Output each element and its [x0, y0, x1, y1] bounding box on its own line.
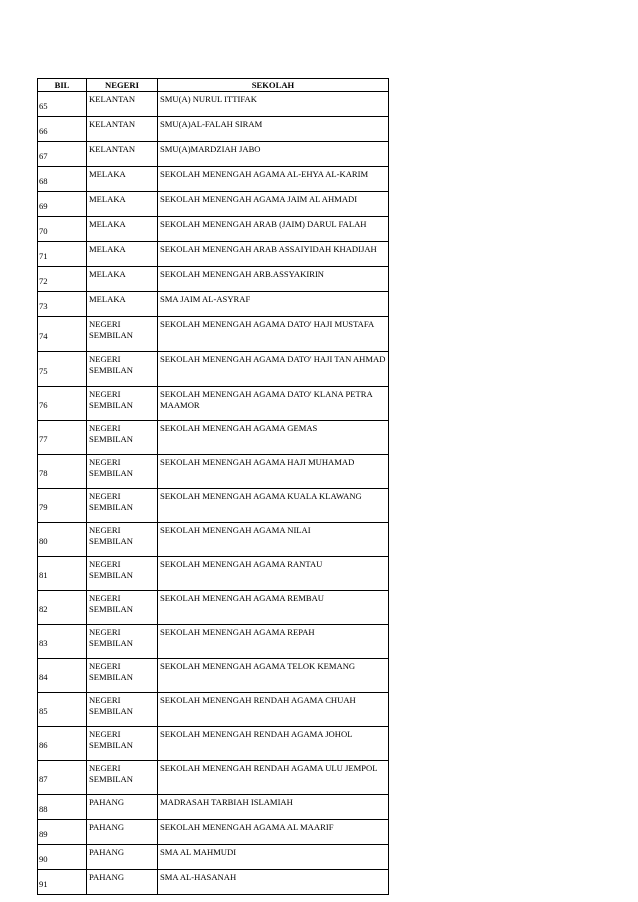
- table-row: [38, 845, 389, 870]
- negeri-cell: NEGERI SEMBILAN: [87, 421, 158, 455]
- negeri-cell: PAHANG: [87, 820, 158, 845]
- negeri-cell: NEGERI SEMBILAN: [87, 387, 158, 421]
- sekolah-cell: SEKOLAH MENENGAH ARAB (JAIM) DARUL FALAH: [158, 217, 389, 242]
- bil-cell: 75: [38, 352, 87, 387]
- bil-cell: 69: [38, 192, 87, 217]
- sekolah-cell: SEKOLAH MENENGAH AGAMA REMBAU: [158, 591, 389, 625]
- table-row: [38, 625, 389, 659]
- bil-cell: 66: [38, 117, 87, 142]
- negeri-cell: NEGERI SEMBILAN: [87, 557, 158, 591]
- negeri-cell: PAHANG: [87, 845, 158, 870]
- bil-cell: 90: [38, 845, 87, 870]
- table-row: [38, 870, 389, 895]
- negeri-cell: NEGERI SEMBILAN: [87, 455, 158, 489]
- sekolah-cell: SEKOLAH MENENGAH AGAMA JAIM AL AHMADI: [158, 192, 389, 217]
- sekolah-cell: SEKOLAH MENENGAH RENDAH AGAMA ULU JEMPOL: [158, 761, 389, 795]
- header-sekolah: SEKOLAH: [158, 79, 389, 92]
- sekolah-cell: SEKOLAH MENENGAH ARB.ASSYAKIRIN: [158, 267, 389, 292]
- sekolah-cell: SEKOLAH MENENGAH ARAB ASSAIYIDAH KHADIJAH: [158, 242, 389, 267]
- sekolah-cell: SEKOLAH MENENGAH AGAMA RANTAU: [158, 557, 389, 591]
- negeri-cell: MELAKA: [87, 242, 158, 267]
- negeri-cell: NEGERI SEMBILAN: [87, 625, 158, 659]
- bil-cell: 88: [38, 795, 87, 820]
- negeri-cell: MELAKA: [87, 167, 158, 192]
- bil-cell: 74: [38, 317, 87, 352]
- bil-cell: 87: [38, 761, 87, 795]
- bil-cell: 91: [38, 870, 87, 895]
- sekolah-cell: SEKOLAH MENENGAH AGAMA TELOK KEMANG: [158, 659, 389, 693]
- table-row: [38, 242, 389, 267]
- bil-cell: 65: [38, 92, 87, 117]
- sekolah-cell: SMA AL MAHMUDI: [158, 845, 389, 870]
- sekolah-cell: SEKOLAH MENENGAH AGAMA DATO' HAJI MUSTAFA: [158, 317, 389, 352]
- header-negeri: NEGERI: [87, 79, 158, 92]
- bil-cell: 76: [38, 387, 87, 421]
- bil-cell: 68: [38, 167, 87, 192]
- sekolah-cell: SEKOLAH MENENGAH AGAMA HAJI MUHAMAD: [158, 455, 389, 489]
- sekolah-cell: SEKOLAH MENENGAH AGAMA AL MAARIF: [158, 820, 389, 845]
- bil-cell: 80: [38, 523, 87, 557]
- table-row: [38, 167, 389, 192]
- negeri-cell: KELANTAN: [87, 142, 158, 167]
- sekolah-cell: SEKOLAH MENENGAH RENDAH AGAMA CHUAH: [158, 693, 389, 727]
- sekolah-cell: SEKOLAH MENENGAH RENDAH AGAMA JOHOL: [158, 727, 389, 761]
- table-row: [38, 693, 389, 727]
- bil-cell: 82: [38, 591, 87, 625]
- table-row: [38, 523, 389, 557]
- bil-cell: 84: [38, 659, 87, 693]
- negeri-cell: NEGERI SEMBILAN: [87, 523, 158, 557]
- bil-cell: 72: [38, 267, 87, 292]
- bil-cell: 73: [38, 292, 87, 317]
- table-row: [38, 192, 389, 217]
- sekolah-cell: MADRASAH TARBIAH ISLAMIAH: [158, 795, 389, 820]
- negeri-cell: NEGERI SEMBILAN: [87, 693, 158, 727]
- table-row: [38, 761, 389, 795]
- table-row: [38, 217, 389, 242]
- table-row: [38, 591, 389, 625]
- sekolah-cell: SEKOLAH MENENGAH AGAMA KUALA KLAWANG: [158, 489, 389, 523]
- school-table: [37, 78, 389, 895]
- negeri-cell: KELANTAN: [87, 92, 158, 117]
- negeri-cell: NEGERI SEMBILAN: [87, 591, 158, 625]
- table-row: [38, 267, 389, 292]
- negeri-cell: PAHANG: [87, 795, 158, 820]
- negeri-cell: NEGERI SEMBILAN: [87, 761, 158, 795]
- sekolah-cell: SMA JAIM AL-ASYRAF: [158, 292, 389, 317]
- bil-cell: 89: [38, 820, 87, 845]
- negeri-cell: NEGERI SEMBILAN: [87, 352, 158, 387]
- negeri-cell: NEGERI SEMBILAN: [87, 317, 158, 352]
- table-row: [38, 117, 389, 142]
- sekolah-cell: SEKOLAH MENENGAH AGAMA DATO' KLANA PETRA MAAMOR: [158, 387, 389, 421]
- table-row: [38, 421, 389, 455]
- bil-cell: 70: [38, 217, 87, 242]
- negeri-cell: NEGERI SEMBILAN: [87, 659, 158, 693]
- table-row: [38, 795, 389, 820]
- table-row: [38, 489, 389, 523]
- table-row: [38, 292, 389, 317]
- negeri-cell: MELAKA: [87, 217, 158, 242]
- sekolah-cell: SEKOLAH MENENGAH AGAMA REPAH: [158, 625, 389, 659]
- sekolah-cell: SMU(A) NURUL ITTIFAK: [158, 92, 389, 117]
- sekolah-cell: SEKOLAH MENENGAH AGAMA NILAI: [158, 523, 389, 557]
- negeri-cell: NEGERI SEMBILAN: [87, 489, 158, 523]
- negeri-cell: KELANTAN: [87, 117, 158, 142]
- table-row: [38, 820, 389, 845]
- negeri-cell: MELAKA: [87, 192, 158, 217]
- sekolah-cell: SMU(A)AL-FALAH SIRAM: [158, 117, 389, 142]
- sekolah-cell: SEKOLAH MENENGAH AGAMA AL-EHYA AL-KARIM: [158, 167, 389, 192]
- table-row: [38, 727, 389, 761]
- table-row: [38, 659, 389, 693]
- bil-cell: 79: [38, 489, 87, 523]
- table-row: [38, 387, 389, 421]
- table-body: [38, 92, 389, 895]
- bil-cell: 86: [38, 727, 87, 761]
- table-row: [38, 92, 389, 117]
- bil-cell: 81: [38, 557, 87, 591]
- bil-cell: 77: [38, 421, 87, 455]
- header-bil: BIL: [38, 79, 87, 92]
- table-row: [38, 557, 389, 591]
- bil-cell: 78: [38, 455, 87, 489]
- bil-cell: 85: [38, 693, 87, 727]
- negeri-cell: MELAKA: [87, 292, 158, 317]
- negeri-cell: MELAKA: [87, 267, 158, 292]
- table-header-row: [38, 79, 389, 92]
- sekolah-cell: SMA AL-HASANAH: [158, 870, 389, 895]
- sekolah-cell: SMU(A)MARDZIAH JABO: [158, 142, 389, 167]
- negeri-cell: NEGERI SEMBILAN: [87, 727, 158, 761]
- table-row: [38, 455, 389, 489]
- bil-cell: 67: [38, 142, 87, 167]
- table-row: [38, 317, 389, 352]
- sekolah-cell: SEKOLAH MENENGAH AGAMA DATO' HAJI TAN AHMAD: [158, 352, 389, 387]
- sekolah-cell: SEKOLAH MENENGAH AGAMA GEMAS: [158, 421, 389, 455]
- bil-cell: 83: [38, 625, 87, 659]
- table-row: [38, 142, 389, 167]
- table-row: [38, 352, 389, 387]
- bil-cell: 71: [38, 242, 87, 267]
- negeri-cell: PAHANG: [87, 870, 158, 895]
